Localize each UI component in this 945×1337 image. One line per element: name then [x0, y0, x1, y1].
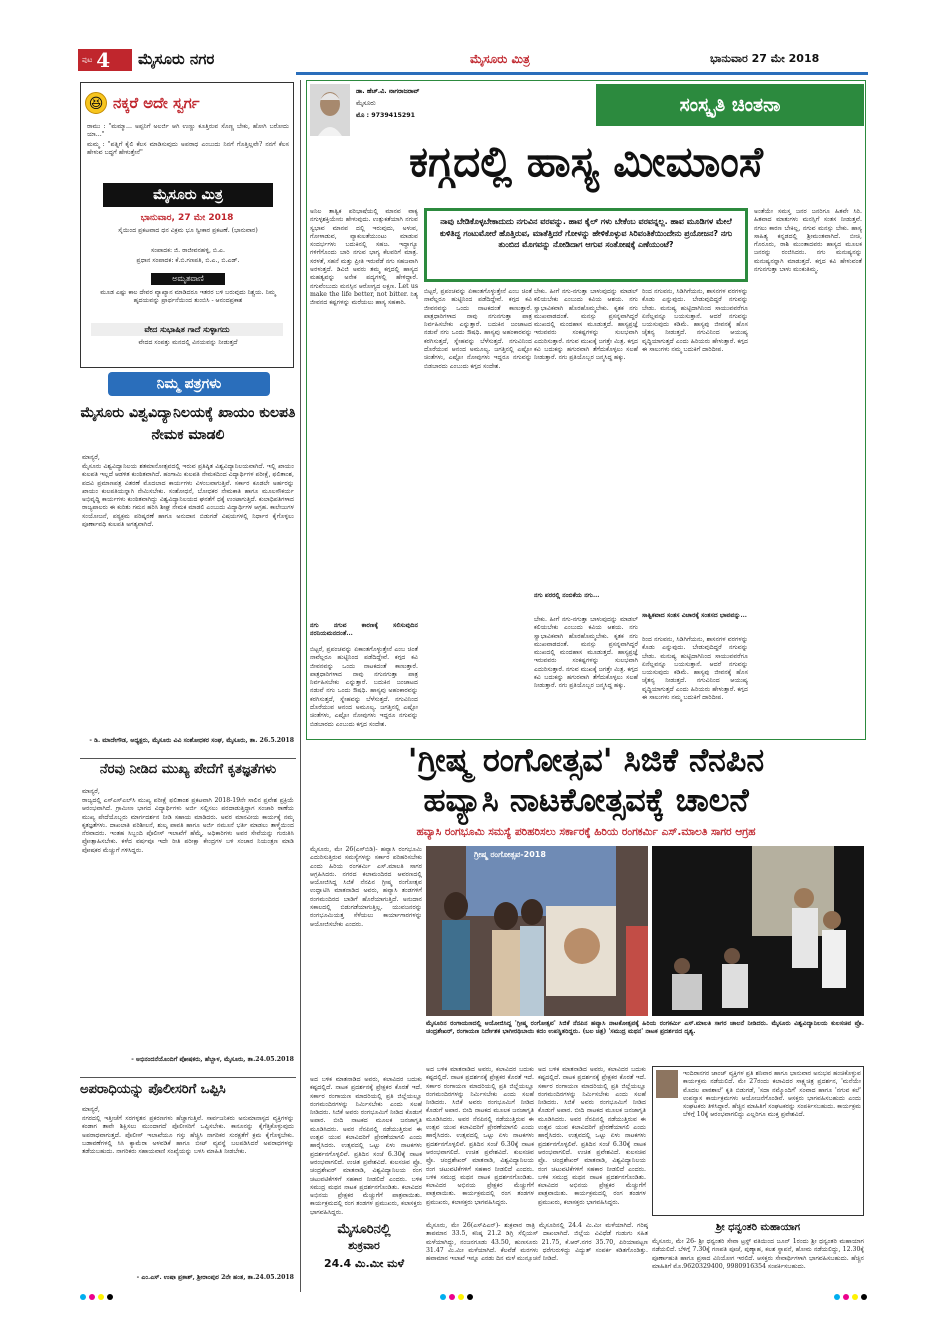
registration-marks-center [440, 1294, 473, 1300]
page-number: 4 [96, 48, 111, 72]
author-phone: ಮೊ : 9739415291 [356, 112, 416, 119]
letter-2-signature: - ಅಭಿನಂದನೆಯೊಂದಿಗೆ ಪೋಷಕರು, ಹೆಬ್ಬಾಳ, ಮೈಸೂರು, ತಾ.24.05.2018 [131, 1056, 294, 1063]
masthead-logo: ಮೈಸೂರು ಮಿತ್ರ [470, 52, 530, 66]
letter-1-signature: - ಡಿ. ಮಾದೇಗೌಡ, ಅಧ್ಯಕ್ಷರು, ಮೈಸೂರು ವಿವಿ ಸಂಶೋಧಕರ ಸಂಘ, ಮೈಸೂರು, ತಾ. 26.5.2018 [89, 737, 294, 744]
column-title-bar [596, 84, 864, 126]
column-body-3b: ಬೇಕು. ಹೀಗೆ ನಗು-ನಗುತ್ತಾ ಬಾಳುವುದನ್ನು ಮಾಡಲ್ ಕಲಿಯಬೇಕು ಎಂಬುದು ಕವಿಯ ಆಶಯ. ನಗು ಸ್ವಾಭಾವಿಕವಾಗಿ ಹೊರಹೊಮ್ಮಬೇಕು. ಕೃತಕ ನಗು ಮುಖವಾಡದಂತೆ. ಮನಸ್ಸು ಪ್ರಸನ್ನವಾಗಿದ್ದರೆ ಮುಖದಲ್ಲಿ ಮಂದಹಾಸ ಮೂಡುತ್ತದೆ. ಹಾಸ್ಯಪ್ರಜ್ಞೆ ಇರುವವರು ಸಂಕಷ್ಟಗಳನ್ನು ಸುಲಭವಾಗಿ ಎದುರಿಸುತ್ತಾರೆ. ನಗುವ ಮುಖಕ್ಕೆ ಜಗತ್ತೇ ಮಿತ್ರ. ಕಗ್ಗದ ಕವಿ ಬದುಕನ್ನು ಹಗುರವಾಗಿ ತೆಗೆದುಕೊಳ್ಳಲು ಸಲಹೆ ನೀಡುತ್ತಾರೆ. ನಗು ಪ್ರತಿಯೊಬ್ಬರ ಜನ್ಮಸಿದ್ಧ ಹಕ್ಕು. [534, 616, 638, 690]
vedha-title: ವೇದ ಸುಭಾಷಿತ ಗಾದೆ ಸುಳ್ಳಾಗದು [91, 323, 283, 336]
letters-banner-text: ನಿಮ್ಮ ಪತ್ರಗಳು [156, 376, 222, 392]
divider [80, 758, 296, 759]
pullquote-box [424, 208, 748, 282]
award-photo [656, 1070, 678, 1098]
author-name: ಡಾ. ಹೆಚ್.ವಿ. ನಾಗರಾಜರಾವ್ [356, 88, 420, 95]
imprint-logo: ಮೈಸೂರು ಮಿತ್ರ [103, 183, 273, 207]
amruthavani-text: ಮೂಡ ಎಷ್ಟು ಕಾಲ ದೇವರ ವ್ಯಾಖ್ಯಾನ ಮಾಡಿದರೂ ಇತರರ ಬಳಿ ಬರುವುದು ನಿಶ್ಚಯ. ನಿಮ್ಮ ಹೃದಯವನ್ನು ಪ್ರಾರ್ಥನೆಯಿಂದ ತುಂಬಿಸಿ - ಆನಂದಪ್ರಕಾಶ [100, 289, 276, 305]
letter-3-signature: - ಎಂ.ಎಸ್. ಉಷಾ ಪ್ರಕಾಶ್, ಶ್ರೀರಾಂಪುರ 2ನೇ ಹಂತ, ತಾ.24.05.2018 [136, 1274, 294, 1281]
divider [80, 1077, 296, 1078]
column-sub-2: ನಗು ಪರರಲ್ಲಿ ನಂಬಿಕೆಯ ನಗು... [534, 592, 600, 599]
column-headline: ಕಗ್ಗದಲ್ಲಿ ಹಾಸ್ಯ ಮೀಮಾಂಸೆ [409, 137, 763, 186]
amruthavani-title: ಅಮೃತವಾಣಿ [151, 273, 225, 285]
section-title: ಮೈಸೂರು ನಗರ [138, 50, 215, 68]
theatre-body-col-2: ಅದ ಬಳಿಕ ಮಾತನಾಡಿದ ಅವರು, ಕಲಾವಿದರ ಬದುಕು ಕಷ್ಟದಲ್ಲಿದೆ. ನಾಟಕ ಪ್ರದರ್ಶನಕ್ಕೆ ಪ್ರೇಕ್ಷಕರ ಕೊರತೆ ಇದೆ. ಸರ್ಕಾರ ರಂಗಾಯಣ ಮಾದರಿಯಲ್ಲಿ ಪ್ರತಿ ಜಿಲ್ಲೆಯಲ್ಲೂ ರಂಗಮಂದಿರಗಳನ್ನು ನಿರ್ಮಿಸಬೇಕು ಎಂದು ಸಲಹೆ ನೀಡಿದರು. ಸಿಜಿಕೆ ಅವರು ರಂಗಭೂಮಿಗೆ ನೀಡಿದ ಕೊಡುಗೆ ಅಪಾರ. ಬೀದಿ ನಾಟಕದ ಮೂಲಕ ಜನಜಾಗೃತಿ ಮೂಡಿಸಿದರು. ಅವರ ನೆನಪಿನಲ್ಲಿ ನಡೆಯುತ್ತಿರುವ ಈ ಉತ್ಸವ ಯುವ ಕಲಾವಿದರಿಗೆ ಪ್ರೇರಣೆಯಾಗಲಿ ಎಂದು ಹಾರೈಸಿದರು. ಉತ್ಸವದಲ್ಲಿ ಒಟ್ಟು ಏಳು ನಾಟಕಗಳು ಪ್ರದರ್ಶನಗೊಳ್ಳಲಿವೆ. ಪ್ರತಿದಿನ ಸಂಜೆ 6.30ಕ್ಕೆ ನಾಟಕ ಆರಂಭವಾಗಲಿದೆ. ಉಚಿತ ಪ್ರವೇಶವಿದೆ. ಕುಲಸಚಿವ ಪ್ರೊ. ಚಂದ್ರಶೇಖರ್ ಮಾತನಾಡಿ, ವಿಶ್ವವಿದ್ಯಾನಿಲಯ ರಂಗ ಚಟುವಟಿಕೆಗಳಿಗೆ ಸಹಕಾರ ನೀಡಲಿದೆ ಎಂದರು. ಬಳಿಕ ಸಮುದ್ರ ಮಥನ ನಾಟಕ ಪ್ರದರ್ಶನಗೊಂಡಿತು. ಕಲಾವಿದರ ಅಭಿನಯ ಪ್ರೇಕ್ಷಕರ ಮೆಚ್ಚುಗೆಗೆ ಪಾತ್ರವಾಯಿತು. ಕಾರ್ಯಕ್ರಮದಲ್ಲಿ ರಂಗ ತಂಡಗಳ ಪ್ರಮುಖರು, ಕಲಾಸಕ್ತರು ಭಾಗವಹಿಸಿದ್ದರು. [538, 1066, 646, 1206]
letter-3-salutation: ಮಾನ್ಯರೆ, [82, 1106, 100, 1113]
imprint-line-3: ಪ್ರಧಾನ ಸಂಪಾದಕ: ಕೆ.ಬಿ.ಗಣಪತಿ, ಬಿ.ಎ., ಬಿ.ಎಡ್. [136, 257, 240, 264]
column-body-3: ಬೇಕು. ಹೀಗೆ ನಗು-ನಗುತ್ತಾ ಬಾಳುವುದನ್ನು ಮಾಡಲ್ ಕಲಿಯಬೇಕು ಎಂಬುದು ಕವಿಯ ಆಶಯ. ನಗು ಸ್ವಾಭಾವಿಕವಾಗಿ ಹೊರಹೊಮ್ಮಬೇಕು. ಕೃತಕ ನಗು ಮುಖವಾಡದಂತೆ. ಮನಸ್ಸು ಪ್ರಸನ್ನವಾಗಿದ್ದರೆ ಮುಖದಲ್ಲಿ ಮಂದಹಾಸ ಮೂಡುತ್ತದೆ. ಹಾಸ್ಯಪ್ರಜ್ಞೆ ಇರುವವರು ಸಂಕಷ್ಟಗಳನ್ನು ಸುಲಭವಾಗಿ ಎದುರಿಸುತ್ತಾರೆ. ನಗುವ ಮುಖಕ್ಕೆ ಜಗತ್ತೇ ಮಿತ್ರ. ಕಗ್ಗದ ಕವಿ ಬದುಕನ್ನು ಹಗುರವಾಗಿ ತೆಗೆದುಕೊಳ್ಳಲು ಸಲಹೆ ನೀಡುತ್ತಾರೆ. ನಗು ಪ್ರತಿಯೊಬ್ಬರ ಜನ್ಮಸಿದ್ಧ ಹಕ್ಕು. [534, 288, 638, 362]
column-body-5: ಅಂತೆಯೇ ಸಮಸ್ತ ಜನರ ಜನರಿಗೂ ಹಿತವೇ ಸಿರಿ. ಹಿತವಾದ ಮಾತುಗಳು ಮನಸ್ಸಿಗೆ ಸಂತಸ ನೀಡುತ್ತವೆ. ನಗಲು ಕಾರಣ ಬೇಕಿಲ್ಲ, ನಗುವ ಮನಸ್ಸು ಬೇಕು. ಹಾಸ್ಯ ಸಾಹಿತ್ಯ ಕನ್ನಡದಲ್ಲಿ ಶ್ರೀಮಂತವಾಗಿದೆ. ಬೀಚಿ, ಗೊರೂರು, ರಾಶಿ ಮುಂತಾದವರು ಹಾಸ್ಯದ ಮೂಲಕ ಜನರನ್ನು ರಂಜಿಸಿದರು. ನಗು ಮನುಷ್ಯನನ್ನು ಮನುಷ್ಯನನ್ನಾಗಿ ಮಾಡುತ್ತದೆ. ಕಗ್ಗದ ಕವಿ ಹೇಳುವಂತೆ ನಗುನಗುತ್ತಾ ಬಾಳು ಮಂಕುತಿಮ್ಮ. [754, 208, 862, 274]
column-body-4: ರಿಂದ ನಗುವನು, ಸಿಡಿಗಿಗೆಯನು, ಶಾಸನಗಳ ವರಗಳನ್ನು ಕೊಡು ಎನ್ನುವುದು. ಬೇಡುವುದಿದ್ದರೆ ನಗುವನ್ನು ಬೇಡು. ಮನುಷ್ಯ ಹುಟ್ಟಿದಾಗಿನಿಂದ ಸಾಯುವವರೆಗೂ ಏನೆಲ್ಲವನ್ನೂ ಬಯಸುತ್ತಾನೆ. ಆದರೆ ನಗುವನ್ನು ಬಯಸುವುದು ಕಡಿಮೆ. ಹಾಸ್ಯವು ಜೀವನಕ್ಕೆ ಹೊಸ ಚೈತನ್ಯ ನೀಡುತ್ತದೆ. ನಗುವಿನಿಂದ ಆಯುಷ್ಯ ವೃದ್ಧಿಯಾಗುತ್ತದೆ ಎಂದು ಹಿರಿಯರು ಹೇಳುತ್ತಾರೆ. ಕಗ್ಗದ ಈ ಸಾಲುಗಳು ನಮ್ಮ ಬದುಕಿಗೆ ದಾರಿದೀಪ. [642, 288, 748, 354]
humor-title-row [85, 87, 289, 119]
stage-photo-icon [426, 846, 648, 1016]
weather-rain: 24.4 ಮಿ.ಮೀ ಮಳೆ [323, 1257, 405, 1270]
humor-box [80, 82, 294, 368]
letter-1-body: ಮೈಸೂರು ವಿಶ್ವವಿದ್ಯಾನಿಲಯ ಶತಮಾನೋತ್ಸವದಲ್ಲಿ ಇರುವ ಪ್ರತಿಷ್ಠಿತ ವಿಶ್ವವಿದ್ಯಾನಿಲಯವಾಗಿದೆ. ಇಲ್ಲಿ ಖಾಯಂ ಕುಲಪತಿ ಇಲ್ಲದೆ ಆಡಳಿತ ಕುಂಠಿತವಾಗಿದೆ. ಹಂಗಾಮಿ ಕುಲಪತಿ ನೇಮಕದಿಂದ ವಿದ್ಯಾರ್ಥಿಗಳ ಪರೀಕ್ಷೆ, ಫಲಿತಾಂಶ, ಪದವಿ ಪ್ರಮಾಣಪತ್ರ ವಿತರಣೆ ಮೊದಲಾದ ಕಾರ್ಯಗಳು ವಿಳಂಬವಾಗುತ್ತಿವೆ. ಸರ್ಕಾರ ಕೂಡಲೇ ಅರ್ಹರನ್ನು ಖಾಯಂ ಕುಲಪತಿಯನ್ನಾಗಿ ನೇಮಿಸಬೇಕು. ಸಂಶೋಧನೆ, ಬೋಧಕರ ನೇಮಕಾತಿ ಹಾಗೂ ಮೂಲಸೌಕರ್ಯ ಅಭಿವೃದ್ಧಿ ಕಾರ್ಯಗಳು ಕುಂಠಿತವಾಗಿದ್ದು ವಿಶ್ವವಿದ್ಯಾನಿಲಯದ ಘನತೆಗೆ ಧಕ್ಕೆ ಉಂಟಾಗುತ್ತಿದೆ. ಕುಲಾಧಿಪತಿಗಳಾದ ರಾಜ್ಯಪಾಲರು ಈ ಕುರಿತು ಗಮನ ಹರಿಸಿ ಶೀಘ್ರ ನೇಮಕ ಮಾಡಲಿ ಎಂಬುದು ವಿದ್ಯಾರ್ಥಿಗಳ ಆಗ್ರಹ. ಕಾಲೇಜುಗಳ ಸಂಯೋಜನೆ, ಪಠ್ಯಕ್ರಮ ಪರಿಷ್ಕರಣೆ ಹಾಗೂ ಅನುದಾನ ಬಿಡುಗಡೆ ವಿಷಯಗಳಲ್ಲಿ ನಿರ್ಧಾರ ಕೈಗೊಳ್ಳಲು ಪೂರ್ಣಾವಧಿ ಕುಲಪತಿ ಅಗತ್ಯವಾಗಿದೆ. [82, 463, 294, 529]
column-sub-1: ನಗು ನಗುವ ಕಾರಣಕ್ಕೆ ಸಲಿಸುವುದಿನ ನರನಿಯಮನದಂತೆ... [310, 622, 418, 638]
vedha-text: ವೇದದ ಸಂಪತ್ತು ಮನದಲ್ಲಿ ವಿನಯವನ್ನು ನೀಡುತ್ತದೆ [138, 339, 238, 346]
humor-line-2: ಮಮ್ಮ : "ಪತ್ನಿಗೆ ಕೈಲಿ ಕೆಲಸ ಮಾಡಿಸುವುದು ಅಪರಾಧ ಎಂಬುದು ನಿನಗೆ ಗೊತ್ತಿಲ್ಲವೇ? ನನಗೆ ಕೆಲಸ ಹೇಳುವ ಬದ್ಧಗೆ ಹೇಳುತ್ತೇನೆ" [87, 141, 289, 157]
letters-banner [108, 372, 270, 396]
imprint-date: ಭಾನುವಾರ, 27 ಮೇ 2018 [140, 213, 234, 223]
header-rule [296, 72, 868, 75]
masthead-date: ಭಾನುವಾರ 27 ಮೇ 2018 [710, 52, 820, 65]
theatre-headline-1: 'ಗ್ರೀಷ್ಮ ರಂಗೋತ್ಸವ' ಸಿಜಿಕೆ ನೆನಪಿನ [407, 741, 765, 779]
theatre-subhead: ಹವ್ಯಾಸಿ ರಂಗಭೂಮಿ ಸಮಸ್ಯೆ ಪರಿಹರಿಸಲು ಸರ್ಕಾರಕ್ಕೆ ಹಿರಿಯ ರಂಗಕರ್ಮಿ ಎಸ್.ಮಾಲತಿ ಸಾಗರ ಆಗ್ರಹ [416, 826, 756, 838]
dhanvantari-title: ಶ್ರೀ ಧನ್ವಂತರಿ ಮಹಾಯಾಗ [715, 1222, 801, 1233]
weather-city: ಮೈಸೂರಿನಲ್ಲಿ [337, 1222, 391, 1237]
registration-marks-left [80, 1294, 113, 1300]
photo-banner: ಗ್ರೀಷ್ಮ ರಂಗೋತ್ಸವ-2018 [474, 850, 546, 859]
humor-line-1: ರಾಮು : "ಮಮ್ಮಾ... ಅಪ್ಪನಿಗೆ ಅಲರ್ಜಿ ಆಗಿ ಉಣ್ಣು ಕೂತ್ತಿರುವ ಸೊಣ್ಣ ಬೇಕು, ಹೋಗಿ ಬರೋದು ಯಾ..." [87, 123, 289, 139]
imprint-line-2: ಸಂಪಾದಕ: ಜಿ. ರಾಜೀವನಹಳ್ಳಿ, ಬಿ.ಎ. [151, 247, 225, 254]
theatre-headline-2: ಹವ್ಯಾಸಿ ನಾಟಕೋತ್ಸವಕ್ಕೆ ಚಾಲನೆ [423, 781, 749, 819]
play-photo [652, 846, 864, 1016]
letter-1-salutation: ಮಾನ್ಯರೆ, [82, 454, 100, 461]
award-box [652, 1066, 864, 1216]
author-portrait-icon [310, 84, 350, 136]
event-photo [426, 846, 648, 1016]
column-body-1b: ಬಿಟ್ಟರೆ, ಪ್ರಪಂಚವನ್ನು ಏಕಾಂತಗೊಳ್ಳುತ್ತೇನೆ ಎಂಬ ಚಿಂತೆ ನಾವೆಲ್ಲರೂ ಹುಟ್ಟಿನಿಂದ ಪಡೆದಿದ್ದೇವೆ. ಕಗ್ಗದ ಕವಿ ಜೀವನವನ್ನು ಒಂದು ನಾಟಕದಂತೆ ಕಾಣುತ್ತಾರೆ. ಪಾತ್ರಧಾರಿಗಳಾದ ನಾವು ನಗುನಗುತ್ತಾ ಪಾತ್ರ ನಿರ್ವಹಿಸಬೇಕು ಎನ್ನುತ್ತಾರೆ. ಬದುಕಿನ ಜಂಜಾಟದ ನಡುವೆ ನಗು ಒಂದು ಔಷಧಿ. ಹಾಸ್ಯವು ಅಹಂಕಾರವನ್ನು ಕರಗಿಸುತ್ತದೆ, ಸ್ನೇಹವನ್ನು ಬೆಳೆಸುತ್ತದೆ. ನಗುವಿನಿಂದ ದೊರೆಯುವ ಆನಂದ ಅಮೂಲ್ಯ. ಜಗತ್ತಿನಲ್ಲಿ ಎಷ್ಟೋ ಚಿಂತೆಗಳು, ಎಷ್ಟೋ ನೋವುಗಳು ಇದ್ದರೂ ನಗುವನ್ನು ಬಿಡಬಾರದು ಎಂಬುದು ಕಗ್ಗದ ಸಂದೇಶ. [310, 646, 418, 728]
column-body-2: ಬಿಟ್ಟರೆ, ಪ್ರಪಂಚವನ್ನು ಏಕಾಂತಗೊಳ್ಳುತ್ತೇನೆ ಎಂಬ ಚಿಂತೆ ನಾವೆಲ್ಲರೂ ಹುಟ್ಟಿನಿಂದ ಪಡೆದಿದ್ದೇವೆ. ಕಗ್ಗದ ಕವಿ ಜೀವನವನ್ನು ಒಂದು ನಾಟಕದಂತೆ ಕಾಣುತ್ತಾರೆ. ಪಾತ್ರಧಾರಿಗಳಾದ ನಾವು ನಗುನಗುತ್ತಾ ಪಾತ್ರ ನಿರ್ವಹಿಸಬೇಕು ಎನ್ನುತ್ತಾರೆ. ಬದುಕಿನ ಜಂಜಾಟದ ನಡುವೆ ನಗು ಒಂದು ಔಷಧಿ. ಹಾಸ್ಯವು ಅಹಂಕಾರವನ್ನು ಕರಗಿಸುತ್ತದೆ, ಸ್ನೇಹವನ್ನು ಬೆಳೆಸುತ್ತದೆ. ನಗುವಿನಿಂದ ದೊರೆಯುವ ಆನಂದ ಅಮೂಲ್ಯ. ಜಗತ್ತಿನಲ್ಲಿ ಎಷ್ಟೋ ಚಿಂತೆಗಳು, ಎಷ್ಟೋ ನೋವುಗಳು ಇದ್ದರೂ ನಗುವನ್ನು ಬಿಡಬಾರದು ಎಂಬುದು ಕಗ್ಗದ ಸಂದೇಶ. [424, 288, 532, 370]
letter-3-body: ನಗರದಲ್ಲಿ ಇತ್ತೀಚೆಗೆ ಸರಗಳ್ಳತನ ಪ್ರಕರಣಗಳು ಹೆಚ್ಚಾಗುತ್ತಿವೆ. ಸಾರ್ವಜನಿಕರು ಅನುಮಾನಾಸ್ಪದ ವ್ಯಕ್ತಿಗಳನ್ನು ಕಂಡಾಗ ತಾವೇ ಶಿಕ್ಷಿಸಲು ಮುಂದಾಗದೆ ಪೊಲೀಸರಿಗೆ ಒಪ್ಪಿಸಬೇಕು. ಕಾನೂನನ್ನು ಕೈಗೆತ್ತಿಕೊಳ್ಳುವುದು ಅಪರಾಧವಾಗುತ್ತದೆ. ಪೊಲೀಸ್ ಇಲಾಖೆಯೂ ಗಸ್ತು ಹೆಚ್ಚಿಸಿ ನಾಗರಿಕರ ಸುರಕ್ಷತೆಗೆ ಕ್ರಮ ಕೈಗೊಳ್ಳಬೇಕು. ಬಡಾವಣೆಗಳಲ್ಲಿ ಸಿಸಿ ಕ್ಯಾಮೆರಾ ಅಳವಡಿಕೆ ಹಾಗೂ ಬೀಟ್ ವ್ಯವಸ್ಥೆ ಬಲಪಡಿಸಿದರೆ ಅಪರಾಧಗಳನ್ನು ತಡೆಯಬಹುದು. ನಾಗರಿಕರು ಸಹಾಯವಾಣಿ ಸಂಖ್ಯೆಯನ್ನು ಬಳಸಿ ಮಾಹಿತಿ ನೀಡಬೇಕು. [82, 1115, 294, 1156]
laughing-face-icon: 😆 [85, 92, 107, 114]
page-number-tag [78, 49, 132, 71]
weather-box [306, 1222, 422, 1288]
theatre-body-left: ಮೈಸೂರು, ಮೇ 26(ಎಸ್‌ಬಿಡಿ)- ಹವ್ಯಾಸಿ ರಂಗಭೂಮಿ ಎದುರಿಸುತ್ತಿರುವ ಸಮಸ್ಯೆಗಳನ್ನು ಸರ್ಕಾರ ಪರಿಹರಿಸಬೇಕು ಎಂದು ಹಿರಿಯ ರಂಗಕರ್ಮಿ ಎಸ್.ಮಾಲತಿ ಸಾಗರ ಆಗ್ರಹಿಸಿದರು. ನಗರದ ಕಲಾಮಂದಿರದ ಆವರಣದಲ್ಲಿ ಆಯೋಜಿಸಿದ್ದ ಸಿಜಿಕೆ ನೆನಪಿನ ಗ್ರೀಷ್ಮ ರಂಗೋತ್ಸವ ಉದ್ಘಾಟಿಸಿ ಮಾತನಾಡಿದ ಅವರು, ಹವ್ಯಾಸಿ ತಂಡಗಳಿಗೆ ರಂಗಮಂದಿರದ ಬಾಡಿಗೆ ಹೊರೆಯಾಗುತ್ತಿದೆ. ಅನುದಾನ ಸಕಾಲದಲ್ಲಿ ಬಿಡುಗಡೆಯಾಗುತ್ತಿಲ್ಲ. ಯುವಜನರನ್ನು ರಂಗಭೂಮಿಯತ್ತ ಸೆಳೆಯಲು ಕಾರ್ಯಾಗಾರಗಳನ್ನು ಆಯೋಜಿಸಬೇಕು ಎಂದರು. [310, 846, 422, 928]
author-photo [310, 84, 350, 136]
letter-2-headline: ನೆರವು ನೀಡಿದ ಮುಖ್ಯ ಪೇದೆಗೆ ಕೃತಜ್ಞತೆಗಳು [99, 762, 277, 777]
weather-text: ಮೈಸೂರು, ಮೇ 26(ಎಸ್‌ಪಿಎನ್)- ಶುಕ್ರವಾರ ರಾತ್ರಿ ಮೈಸೂರಿನಲ್ಲಿ 24.4 ಮಿ.ಮೀ ಮಳೆಯಾಗಿದೆ. ಗರಿಷ್ಠ ತಾಪಮಾನ 33.5, ಕನಿಷ್ಠ 21.2 ಡಿಗ್ರಿ ಸೆಲ್ಸಿಯಸ್ ದಾಖಲಾಗಿದೆ. ಜಿಲ್ಲೆಯ ವಿವಿಧೆಡೆ ಗುಡುಗು ಸಹಿತ ಮಳೆಯಾಗಿದ್ದು, ನಂಜನಗೂಡು 43.50, ಹುಣಸೂರು 21.75, ಕೆ.ಆರ್.ನಗರ 35.70, ಪಿರಿಯಾಪಟ್ಟಣ 31.47 ಮಿ.ಮೀ ಮಳೆಯಾಗಿದೆ. ಕೆಲವೆಡೆ ಮರಗಳು ಧರೆಗುರುಳಿದ್ದು ವಿದ್ಯುತ್ ಸಂಪರ್ಕ ಕಡಿತಗೊಂಡಿತ್ತು. ಹವಾಮಾನ ಇಲಾಖೆ ಇನ್ನೂ ಎರಡು ದಿನ ಮಳೆ ಮುನ್ಸೂಚನೆ ನೀಡಿದೆ. [426, 1222, 648, 1263]
page-label: ಪುಟ [82, 55, 93, 64]
dhanvantari-text: ಮೈಸೂರು, ಮೇ 26- ಶ್ರೀ ಧನ್ವಂತರಿ ಸೇವಾ ಟ್ರಸ್ಟ್ ವತಿಯಿಂದ ಜೂನ್ 1ರಂದು ಶ್ರೀ ಧನ್ವಂತರಿ ಮಹಾಯಾಗ ನಡೆಯಲಿದೆ. ಬೆಳಿಗ್ಗೆ 7.30ಕ್ಕೆ ಗಣಪತಿ ಪೂಜೆ, ಪುಣ್ಯಾಹ, ಕಲಶ ಸ್ಥಾಪನೆ, ಹೋಮ ನಡೆಯಲಿದ್ದು, 12.30ಕ್ಕೆ ಪೂರ್ಣಾಹುತಿ ಹಾಗೂ ಪ್ರಸಾದ ವಿನಿಯೋಗ ಇರಲಿದೆ. ಆಸಕ್ತರು ಸೇವಾರ್ಥಿಗಳಾಗಿ ಭಾಗವಹಿಸಬಹುದು. ಹೆಚ್ಚಿನ ಮಾಹಿತಿಗೆ ಮೊ.9620329400, 9980916354 ಸಂಪರ್ಕಿಸಬಹುದು. [652, 1238, 864, 1270]
column-sub-3: ಸಾತ್ವಿಕವಾದ ಸಂತಸ ವಿಚಾರಕ್ಕೆ ಸಂತಸದ ಭಾವವನ್ನು... [642, 612, 747, 619]
award-text: ಇಂದಿರಾನಗರ ಜಾಂಜ್ ವ್ಯಕ್ತಿಗಳ ಪ್ರತಿ ಶನಿವಾರ ಹಾಗೂ ಭಾನುವಾರ ಅನುಭವ ಹಂಚಿಕೊಳ್ಳುವ ಕಾರ್ಯಕ್ರಮ ನಡೆಯಲಿದೆ. ಮೇ 27ರಂದು ಕಲಾವಿದರ ಸಾಕ್ಷ್ಯಚಿತ್ರ ಪ್ರದರ್ಶನ, 'ಮನೆಯೇ ಮೊದಲ ಪಾಠಶಾಲೆ' ಕೃತಿ ಬಿಡುಗಡೆ, 'ಸದಾ ನಮ್ಮೊಂದಿಗೆ' ಸಂವಾದ ಹಾಗೂ 'ನಗುವ ಕಲೆ' ಉಪನ್ಯಾಸ ಕಾರ್ಯಕ್ರಮಗಳು ಆಯೋಜನೆಗೊಂಡಿವೆ. ಆಸಕ್ತರು ಭಾಗವಹಿಸಬಹುದು ಎಂದು ಸಂಘಟಕರು ತಿಳಿಸಿದ್ದಾರೆ. ಹೆಚ್ಚಿನ ಮಾಹಿತಿಗೆ ಸಂಘಟಕರನ್ನು ಸಂಪರ್ಕಿಸಬಹುದು. ಕಾರ್ಯಕ್ರಮ ಬೆಳಿಗ್ಗೆ 10ಕ್ಕೆ ಆರಂಭವಾಗಲಿದ್ದು ಎಲ್ಲರಿಗೂ ಮುಕ್ತ ಪ್ರವೇಶವಿದೆ. [683, 1070, 861, 1119]
imprint-line-1: ಸೈಯಿಂದ ಪ್ರಕಟವಾದ ಧನ ವಿಕ್ರಮ ಭೂ ಸ್ವೀಕಾರ ಪ್ರಕಟಣೆ. (ಭಾನುವಾರ) [118, 227, 258, 234]
theatre-body-col-3: ಅದ ಬಳಿಕ ಮಾತನಾಡಿದ ಅವರು, ಕಲಾವಿದರ ಬದುಕು ಕಷ್ಟದಲ್ಲಿದೆ. ನಾಟಕ ಪ್ರದರ್ಶನಕ್ಕೆ ಪ್ರೇಕ್ಷಕರ ಕೊರತೆ ಇದೆ. ಸರ್ಕಾರ ರಂಗಾಯಣ ಮಾದರಿಯಲ್ಲಿ ಪ್ರತಿ ಜಿಲ್ಲೆಯಲ್ಲೂ ರಂಗಮಂದಿರಗಳನ್ನು ನಿರ್ಮಿಸಬೇಕು ಎಂದು ಸಲಹೆ ನೀಡಿದರು. ಸಿಜಿಕೆ ಅವರು ರಂಗಭೂಮಿಗೆ ನೀಡಿದ ಕೊಡುಗೆ ಅಪಾರ. ಬೀದಿ ನಾಟಕದ ಮೂಲಕ ಜನಜಾಗೃತಿ ಮೂಡಿಸಿದರು. ಅವರ ನೆನಪಿನಲ್ಲಿ ನಡೆಯುತ್ತಿರುವ ಈ ಉತ್ಸವ ಯುವ ಕಲಾವಿದರಿಗೆ ಪ್ರೇರಣೆಯಾಗಲಿ ಎಂದು ಹಾರೈಸಿದರು. ಉತ್ಸವದಲ್ಲಿ ಒಟ್ಟು ಏಳು ನಾಟಕಗಳು ಪ್ರದರ್ಶನಗೊಳ್ಳಲಿವೆ. ಪ್ರತಿದಿನ ಸಂಜೆ 6.30ಕ್ಕೆ ನಾಟಕ ಆರಂಭವಾಗಲಿದೆ. ಉಚಿತ ಪ್ರವೇಶವಿದೆ. ಕುಲಸಚಿವ ಪ್ರೊ. ಚಂದ್ರಶೇಖರ್ ಮಾತನಾಡಿ, ವಿಶ್ವವಿದ್ಯಾನಿಲಯ ರಂಗ ಚಟುವಟಿಕೆಗಳಿಗೆ ಸಹಕಾರ ನೀಡಲಿದೆ ಎಂದರು. ಬಳಿಕ ಸಮುದ್ರ ಮಥನ ನಾಟಕ ಪ್ರದರ್ಶನಗೊಂಡಿತು. ಕಲಾವಿದರ ಅಭಿನಯ ಪ್ರೇಕ್ಷಕರ ಮೆಚ್ಚುಗೆಗೆ ಪಾತ್ರವಾಯಿತು. ಕಾರ್ಯಕ್ರಮದಲ್ಲಿ ರಂಗ ತಂಡಗಳ ಪ್ರಮುಖರು, ಕಲಾಸಕ್ತರು ಭಾಗವಹಿಸಿದ್ದರು. [310, 1076, 422, 1216]
humor-title: ನಕ್ಕರೆ ಅದೇ ಸ್ವರ್ಗ [113, 94, 200, 112]
letter-3-headline: ಅಪರಾಧಿಯನ್ನು ಪೊಲೀಸರಿಗೆ ಒಪ್ಪಿಸಿ [80, 1082, 226, 1097]
registration-marks-right [834, 1294, 867, 1300]
letter-2-salutation: ಮಾನ್ಯರೆ, [82, 788, 100, 795]
letter-2-body: ರಾಜ್ಯದಲ್ಲಿ ಎಸ್ಎಸ್ಎಲ್‌ಸಿ ಮುಖ್ಯ ಪರೀಕ್ಷೆ ಫಲಿತಾಂಶ ಪ್ರಕಟವಾಗಿ 2018-19ನೇ ಸಾಲಿನ ಪ್ರವೇಶ ಪ್ರಕ್ರಿಯೆ ಆರಂಭವಾಗಿದೆ. ಗ್ರಾಮೀಣ ಭಾಗದ ವಿದ್ಯಾರ್ಥಿಗಳು ಅರ್ಜಿ ಸಲ್ಲಿಸಲು ಪರದಾಡುತ್ತಿದ್ದಾಗ ಸಂಚಾರಿ ಠಾಣೆಯ ಮುಖ್ಯ ಪೇದೆಯೊಬ್ಬರು ಮಾರ್ಗದರ್ಶನ ನೀಡಿ ಸಹಾಯ ಮಾಡಿದರು. ಅವರ ಮಾನವೀಯ ಕಾರ್ಯಕ್ಕೆ ನಮ್ಮ ಕೃತಜ್ಞತೆಗಳು. ದಾಖಲಾತಿ ಪರಿಶೀಲನೆ, ಶುಲ್ಕ ಪಾವತಿ ಹಾಗೂ ಅರ್ಜಿ ನಮೂನೆ ಭರ್ತಿ ಮಾಡಲು ತಾಳ್ಮೆಯಿಂದ ನೆರವಾದರು. ಇಂತಹ ಸಿಬ್ಬಂದಿ ಪೊಲೀಸ್ ಇಲಾಖೆಗೆ ಹೆಮ್ಮೆ. ಅಧಿಕಾರಿಗಳು ಅವರ ಸೇವೆಯನ್ನು ಗುರುತಿಸಿ ಪ್ರೋತ್ಸಾಹಿಸಬೇಕು. ಕಳೆದ ವರ್ಷವೂ ಇದೇ ರೀತಿ ಪರೀಕ್ಷಾ ಕೇಂದ್ರಗಳ ಬಳಿ ಸಂಚಾರ ನಿಯಂತ್ರಣ ಮಾಡಿ ಪೋಷಕರ ಮೆಚ್ಚುಗೆ ಗಳಿಸಿದ್ದರು. [82, 797, 294, 854]
column-body-4b: ರಿಂದ ನಗುವನು, ಸಿಡಿಗಿಗೆಯನು, ಶಾಸನಗಳ ವರಗಳನ್ನು ಕೊಡು ಎನ್ನುವುದು. ಬೇಡುವುದಿದ್ದರೆ ನಗುವನ್ನು ಬೇಡು. ಮನುಷ್ಯ ಹುಟ್ಟಿದಾಗಿನಿಂದ ಸಾಯುವವರೆಗೂ ಏನೆಲ್ಲವನ್ನೂ ಬಯಸುತ್ತಾನೆ. ಆದರೆ ನಗುವನ್ನು ಬಯಸುವುದು ಕಡಿಮೆ. ಹಾಸ್ಯವು ಜೀವನಕ್ಕೆ ಹೊಸ ಚೈತನ್ಯ ನೀಡುತ್ತದೆ. ನಗುವಿನಿಂದ ಆಯುಷ್ಯ ವೃದ್ಧಿಯಾಗುತ್ತದೆ ಎಂದು ಹಿರಿಯರು ಹೇಳುತ್ತಾರೆ. ಕಗ್ಗದ ಈ ಸಾಲುಗಳು ನಮ್ಮ ಬದುಕಿಗೆ ದಾರಿದೀಪ. [642, 636, 748, 702]
theatre-body-col-1: ಅದ ಬಳಿಕ ಮಾತನಾಡಿದ ಅವರು, ಕಲಾವಿದರ ಬದುಕು ಕಷ್ಟದಲ್ಲಿದೆ. ನಾಟಕ ಪ್ರದರ್ಶನಕ್ಕೆ ಪ್ರೇಕ್ಷಕರ ಕೊರತೆ ಇದೆ. ಸರ್ಕಾರ ರಂಗಾಯಣ ಮಾದರಿಯಲ್ಲಿ ಪ್ರತಿ ಜಿಲ್ಲೆಯಲ್ಲೂ ರಂಗಮಂದಿರಗಳನ್ನು ನಿರ್ಮಿಸಬೇಕು ಎಂದು ಸಲಹೆ ನೀಡಿದರು. ಸಿಜಿಕೆ ಅವರು ರಂಗಭೂಮಿಗೆ ನೀಡಿದ ಕೊಡುಗೆ ಅಪಾರ. ಬೀದಿ ನಾಟಕದ ಮೂಲಕ ಜನಜಾಗೃತಿ ಮೂಡಿಸಿದರು. ಅವರ ನೆನಪಿನಲ್ಲಿ ನಡೆಯುತ್ತಿರುವ ಈ ಉತ್ಸವ ಯುವ ಕಲಾವಿದರಿಗೆ ಪ್ರೇರಣೆಯಾಗಲಿ ಎಂದು ಹಾರೈಸಿದರು. ಉತ್ಸವದಲ್ಲಿ ಒಟ್ಟು ಏಳು ನಾಟಕಗಳು ಪ್ರದರ್ಶನಗೊಳ್ಳಲಿವೆ. ಪ್ರತಿದಿನ ಸಂಜೆ 6.30ಕ್ಕೆ ನಾಟಕ ಆರಂಭವಾಗಲಿದೆ. ಉಚಿತ ಪ್ರವೇಶವಿದೆ. ಕುಲಸಚಿವ ಪ್ರೊ. ಚಂದ್ರಶೇಖರ್ ಮಾತನಾಡಿ, ವಿಶ್ವವಿದ್ಯಾನಿಲಯ ರಂಗ ಚಟುವಟಿಕೆಗಳಿಗೆ ಸಹಕಾರ ನೀಡಲಿದೆ ಎಂದರು. ಬಳಿಕ ಸಮುದ್ರ ಮಥನ ನಾಟಕ ಪ್ರದರ್ಶನಗೊಂಡಿತು. ಕಲಾವಿದರ ಅಭಿನಯ ಪ್ರೇಕ್ಷಕರ ಮೆಚ್ಚುಗೆಗೆ ಪಾತ್ರವಾಯಿತು. ಕಾರ್ಯಕ್ರಮದಲ್ಲಿ ರಂಗ ತಂಡಗಳ ಪ್ರಮುಖರು, ಕಲಾಸಕ್ತರು ಭಾಗವಹಿಸಿದ್ದರು. [426, 1066, 534, 1206]
letter-1-headline: ಮೈಸೂರು ವಿಶ್ವವಿದ್ಯಾನಿಲಯಕ್ಕೆ ಖಾಯಂ ಕುಲಪತಿ ನೇಮಕ ಮಾಡಲಿ [80, 405, 296, 443]
column-body-1: ಅನಿಲ ತಾತ್ವಿಕ ಪರಿಭಾಷೆಯಲ್ಲಿ ಮಾನವ ವಾಕ್ಯ ನಗುಳ್ಳಶಕ್ತಿಯೇನು ಹೇಳುವುದು. ಉತ್ಸುಕತೆಯಾಗಿ ನಗುವ ಸ್ವಭಾವ ಮಾನವ ದಲ್ಲಿ ಇರುವುದು, ಅಳುವ, ಗೋಳಾಡುವ, ವ್ಯಾಕುಲತೆಯುಂಟು ಮಾಡುವ ಸಂದರ್ಭಗಳು ಬದುಕಿನಲ್ಲಿ ಸಹಜ. ಇದ್ದಾಗ್ಯೂ ಗಳಿಗೆಗೊಂದು ಬಾರಿ ನಗುವ ಭಾಗ್ಯ ಕೆಲವರಿಗೆ ಮಾತ್ರ. ಸರಳತೆ, ಸಹನೆ ಮತ್ತು ಪ್ರೀತಿ ಇರುವೆಡೆ ನಗು ಸಹಜವಾಗಿ ಅರಳುತ್ತದೆ. ಡಿವಿಜಿ ಅವರು ತಮ್ಮ ಕಗ್ಗದಲ್ಲಿ ಹಾಸ್ಯದ ಮಹತ್ವವನ್ನು ಅನೇಕ ಪದ್ಯಗಳಲ್ಲಿ ಹೇಳಿದ್ದಾರೆ. ನಗುವೆಂಬುದು ಮನಸ್ಸಿನ ಆರೋಗ್ಯದ ಲಕ್ಷಣ. Let us make the life better, not bitter. ನಿತ್ಯ ಜೀವನದ ಕಷ್ಟಗಳನ್ನು ಮರೆಯಲು ಹಾಸ್ಯ ಸಹಕಾರಿ. [310, 208, 418, 307]
pullquote-text: ನಾವು ಬೇಡಿಕೊಳ್ಳಬೇಕಾದುದು ನಗುವಿನ ವರವನ್ನು. ಹಾವ ಕೈಲ್ ಗಳು ಬೇಕೆಂಬ ವರವನ್ನಲ್ಲ. ಹಾವ ಮೂಡಿಗಳ ಮೇಲೆ ಕುಳಿತಿದ್ದ ಗಂಟುಮೋರೆ ಹೊತ್ತಿರುವ, ಮಾತೆತ್ತಿದರೆ ಗೋಳನ್ನು ಹೇಳಿಕೊಳ್ಳುವ ಸಿರಿವಂತಿಕೆಯಿಂದೇನು ಪ್ರಯೋಜನ? ನಗು ತುಂಬಿದ ಮೊಗವನ್ನು ನೋಡಿದಾಗ ಆಗುವ ಸಂತೋಷಕ್ಕೆ ಎಣೆಯುಂಟೆ? [439, 217, 733, 249]
column-divider [300, 80, 301, 1292]
photo-caption: ಮೈಸೂರಿನ ರಂಗಾಯಣದಲ್ಲಿ ಆಯೋಜಿಸಿದ್ದ 'ಗ್ರೀಷ್ಮ ರಂಗೋತ್ಸವ' ಸಿಜಿಕೆ ನೆನಪಿನ ಹವ್ಯಾಸಿ ನಾಟಕೋತ್ಸವಕ್ಕೆ ಹಿರಿಯ ರಂಗಕರ್ಮಿ ಎಸ್.ಮಾಲತಿ ಸಾಗರ ಚಾಲನೆ ನೀಡಿದರು. ಮೈಸೂರು ವಿಶ್ವವಿದ್ಯಾನಿಲಯ ಕುಲಸಚಿವ ಪ್ರೊ. ಚಂದ್ರಶೇಖರ್, ರಂಗಾಯಣ ನಿರ್ದೇಶಕ ಭಾಗೀರಥಿಬಾಯಿ ಕದಂ ಉಪಸ್ಥಿತರಿದ್ದರು. (ಬಲ ಚಿತ್ರ) 'ಸಮುದ್ರ ಮಥನ' ನಾಟಕ ಪ್ರದರ್ಶನದ ದೃಶ್ಯ. [426, 1020, 864, 1036]
play-scene-icon [652, 846, 864, 1016]
author-place: ಮೈಸೂರು [356, 100, 376, 107]
weather-day: ಶುಕ್ರವಾರ [348, 1239, 380, 1252]
column-title: ಸಂಸ್ಕೃತಿ ಚಿಂತನಾ [679, 94, 781, 116]
